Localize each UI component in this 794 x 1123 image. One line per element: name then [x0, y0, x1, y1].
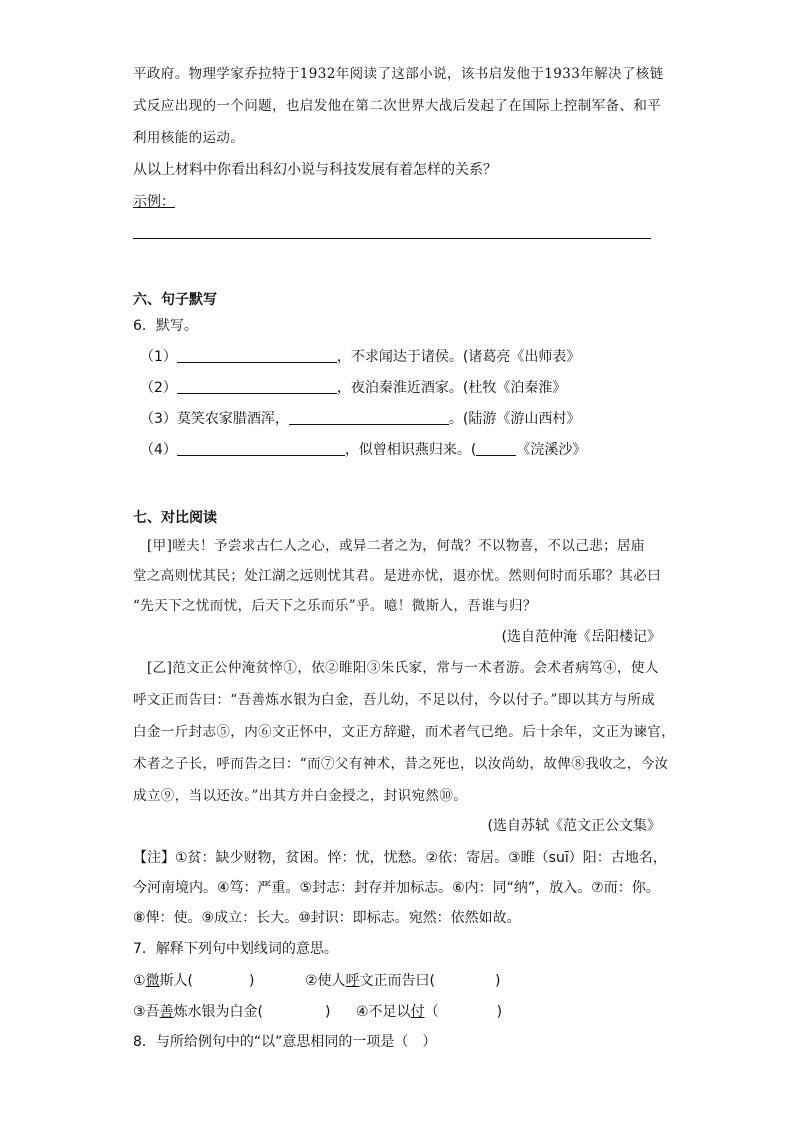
q6-item-post: ，夜泊秦淮近酒家。(杜牧《泊秦淮》: [336, 380, 567, 396]
q7-item-2: [305, 971, 501, 991]
notes-line-2: 今河南境内。④笃：严重。⑤封志：封存并加标志。⑥内：同“纳”，放入。⑦而：你。: [133, 880, 660, 896]
material-line-2: 式反应出现的一个问题，也启发他在第二次世界大战后发起了在国际上控制军备、和平: [133, 98, 662, 114]
q7-close: ): [496, 1004, 503, 1020]
q6-item-num: （3）: [140, 411, 177, 427]
jia-source: (选自范仲淹《岳阳楼记》: [501, 629, 661, 645]
author-blank[interactable]: [476, 441, 516, 456]
q6-item-num: （2）: [140, 380, 177, 396]
q7-close: ): [495, 973, 501, 989]
answer-line[interactable]: [133, 238, 651, 239]
yi-line-3: 白金一斤封志⑤，内⑥文正怀中，文正方辞避，而术者气已绝。后十余年，文正为谏官，: [133, 724, 676, 740]
q7-item-1: [133, 971, 255, 991]
q6-item-1: [140, 347, 580, 367]
q7-close: ): [325, 1004, 331, 1020]
q7-post: 文正而告曰(: [359, 973, 436, 989]
notes-line-1: 【注】①贫：缺少财物，贫困。悴：忧，忧愁。②依：寄居。③睢（suī）阳：古地名，: [133, 850, 667, 866]
q7-pre: ③吾: [133, 1004, 160, 1020]
q6-item-num: （4）: [140, 442, 177, 458]
example-label: [133, 192, 175, 212]
underlined-word: 呼: [345, 973, 360, 989]
jia-line-2: 堂之高则忧其民；处江湖之远则忧其君。是进亦忧，退亦忧。然则何时而乐耶？其必曰: [133, 568, 662, 584]
q6-item-2: [140, 378, 566, 398]
q7-post: （: [424, 1004, 439, 1020]
q6-item-pre: 莫笑农家腊酒浑，: [176, 411, 289, 427]
underlined-word: 善: [159, 1004, 174, 1020]
q7-item-3: [133, 1002, 331, 1022]
q7-label: 7．解释下列句中划线词的意思。: [133, 941, 338, 957]
q6-item-post: 。(陆游《游山西村》: [448, 411, 581, 427]
section6-heading: 六、句子默写: [133, 292, 217, 308]
q6-item-4: [140, 440, 586, 460]
q6-item-post: ，不求闻达于诸侯。(诸葛亮《出师表》: [336, 349, 581, 365]
q8-label: 8．与所给例句中的“以”意思相同的一项是（ ）: [133, 1034, 437, 1050]
fill-blank[interactable]: [177, 379, 337, 394]
fill-blank[interactable]: [177, 348, 337, 363]
q5-question: 从以上材料中你看出科幻小说与科技发展有着怎样的关系？: [133, 162, 497, 178]
material-line-1: 平政府。物理学家乔拉特于1932年阅读了这部小说，该书启发他于1933年解决了核链: [133, 66, 664, 82]
q6-item-3: [140, 409, 580, 429]
notes-line-3: ⑧俾：使。⑨成立：长大。⑩封识：即标志。宛然：依然如故。: [133, 910, 521, 926]
yi-line-1: [乙]范文正公仲淹贫悴①，依②睢阳③朱氏家，常与一术者游。会术者病笃④，使人: [147, 660, 659, 676]
underlined-word: 微: [145, 973, 160, 989]
underlined-word: 付: [410, 1004, 425, 1020]
q7-pre: ④不足以: [356, 1004, 411, 1020]
jia-line-3: “先天下之忧而忧，后天下之乐而乐”乎。噫！微斯人，吾谁与归？: [133, 598, 537, 614]
q6-item-num: （1）: [140, 349, 177, 365]
q7-pre: ②使人: [305, 973, 346, 989]
example-label-text: 示例：: [133, 194, 175, 210]
q7-pre: ①: [133, 973, 146, 989]
fill-blank[interactable]: [177, 441, 345, 456]
fill-blank[interactable]: [289, 410, 449, 425]
jia-line-1: [甲]嗟夫！予尝求古仁人之心，或异二者之为，何哉？不以物喜，不以己悲；居庙: [147, 538, 645, 554]
q7-close: ): [249, 973, 255, 989]
q7-post: 炼水银为白金(: [173, 1004, 264, 1020]
q7-post: 斯人(: [159, 973, 194, 989]
q7-item-4: [356, 1002, 502, 1022]
yi-line-4: 术者之子长，呼而告之曰：“而⑦父有神术，昔之死也，以汝尚幼，故俾⑧我收之，今汝: [133, 756, 669, 772]
q6-label: 6．默写。: [133, 318, 198, 334]
yi-source: (选自苏轼《范文正公文集》: [487, 818, 661, 834]
material-line-3: 利用核能的运动。: [133, 130, 245, 146]
yi-line-5: 成立⑨，当以还汝。”出其方并白金授之，封识宛然⑩。: [133, 788, 468, 804]
section7-heading: 七、对比阅读: [133, 510, 217, 526]
q6-item-post: ，似曾相识燕归来。(: [344, 442, 477, 458]
q6-item-post2: 《浣溪沙》: [516, 442, 587, 458]
yi-line-2: 呼文正而告曰：“吾善炼水银为白金，吾儿幼，不足以付，今以付子。”即以其方与所成: [133, 692, 656, 708]
